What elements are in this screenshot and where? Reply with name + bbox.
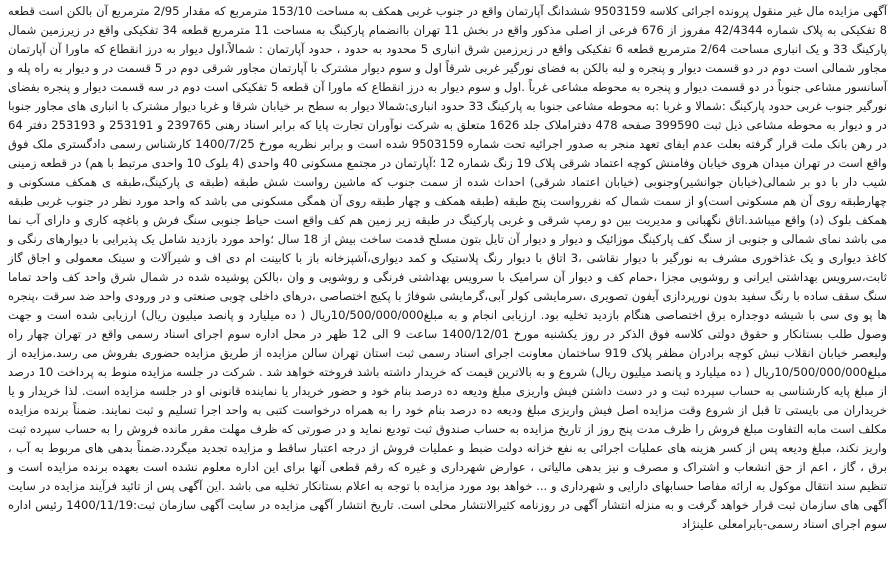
auction-notice-text: آگهی مزایده مال غیر منقول پرونده اجرائی کلاسه 9503159 ششدانگ آپارتمان واقع در جنوب غربی همکف به مساحت 153/10 مترمربع که مقدار 2/95 مترمربع آن بالکن است قطعه 8 تفکیکی به پلاک شماره 42/4344 مفروز از 676 فرعی از اصلی مذکور واقع در بخش 11 تهران باانضمام پارکینگ به مساحت 11 مترمربع قطعه 34 تفکیکی واقع در زیرزمین شمال پارکینگ 33 و یک انباری مساحت 2/64 مترمربع قطعه 6 تفکیکی واقع در زیرزمین شرق انباری 5 محدود به حدود ، حدود آپارتمان : شمالاً،اول دیوار به درز انقطاع که ماورا آن آپارتمان مجاور شمالی است دوم در دو قسمت دیوار و پنجره و لبه بالکن به فضای نورگیر غربی شرقاً اول و سوم دیوار مشترک با آپارتمان مجاور شرقی دوم در 5 قسمت در و دیوار به راه پله و آسانسور مشاعی جنوباً در دو قسمت دیوار و پنجره به محوطه مشاعی غرباً .اول و سوم دیوار به درز انقطاع که ماورا آن قطعه 5 تفکیکی است دوم در سه قسمت دیوار و پنجره بفضای نورگیر جنوب غربی حدود پارکینگ :شمالا و غربا :به محوطه مشاعی جنوبا به پارکینگ 33 حدود انباری:شمالا دیوار به سطح بر خیابان شرقا و غربا دیوار مشترک با انباری های مجاور جنوبا در و دیوار به محوطه مشاعی ذیل ثبت 399590 صفحه 478 دفتراملاک جلد 1626 متعلق به شرکت نوآوران تجارت پایا که برابر اسناد رهنی 239765 و 253191 و 253193 دفتر 64 در رهن بانک ملت قرار گرفته بعلت عدم ایفای تعهد منجر به صدور اجرائیه تحت شماره 9503159 شده است و برابر نظریه مورخ 1400/7/25 کارشناس رسمی دادگستری ملک فوق واقع است در تهران میدان هروی خیابان وفامنش کوچه اعتماد شرقی پلاک 19 زنگ شماره 12 ؛آپارتمان در مجتمع مسکونی 40 واحدی (4 بلوک 10 واحدی مرتبط با هم) در قطعه زمینی شیب دار با دو بر شمالی(خیابان جوانشیر)وجنوبی (خیابان اعتماد شرقی) احداث شده از سمت جنوب که ماشین رواست شش طبقه (طبقه ی پارکینگ،طبقه ی همکف مسکونی و چهارطبقه روی آن هم مسکونی است)و از سمت شمال که نفررواست پنج طبقه (طبقه همکف و چهار طبقه روی آن همگی مسکونی می باشد که واحد مورد نظر در جنوب غربی طبقه همکف بلوک (د) واقع میباشد.اتاق نگهبانی و مدیریت بین دو رمپ شرقی و غربی پارکینگ در طبقه زیر زمین هم کف واقع است حیاط جنوبی سنگ فرش و باغچه کاری و دارای آب نما می باشد نمای شمالی و جنوبی از سنگ کف پارکینگ موزائیک و دیوار و دیوار آن تایل بتون مسلح قدمت ساخت بیش از 18 سال ؛واحد مورد بازدید شامل یک پذیرایی با دیوارهای رنگی و کاغذ دیواری و یک غذاخوری مشرف به نورگیر با دیوار نقاشی ،3 اتاق با دیوار رنگ پلاستیک و کمد دیواری،آشپزخانه باز با کابینت ام دی اف و شیرآلات و سینک معمولی و اجاق گاز ثابت،سرویس بهداشتی ایرانی و روشویی مجزا ،حمام کف و دیوار آن سرامیک با سرویس بهداشتی فرنگی و روشویی و وان ،بالکن پوشیده شده در شمال شرق واحد کف واحد تماما سنگ سقف ساده با رنگ سفید بدون نورپردازی آیفون تصویری ،سرمایشی کولر آبی،گرمایشی شوفاژ با پکیج اختصاصی ،درهای داخلی چوبی صنعتی و در ورودی واحد ضد سرقت ،پنجره ها پو وی سی با شیشه دوجداره برق اختصاصی هنگام بازدید تخلیه بود. ارزیابی انجام و به مبلغ10/500/000/000ریال ( ده میلیارد و پانصد میلیون ریال) ارزیابی شده است و جهت وصول طلب بستانکار و حقوق دولتی کلاسه فوق الذکر در روز یکشنبه مورخ 1400/12/01 ساعت 9 الی 12 ظهر در محل اداره سوم اجرای اسناد رسمی واقع در تهران چهار راه ولیعصر خیابان انقلاب نبش کوچه برادران مظفر پلاک 919 ساختمان معاونت اجرای اسناد رسمی ثبت استان تهران سالن مزایده از طریق مزایده حضوری بفروش می رسد.مزایده از مبلغ10/500/000/000ریال ( ده میلیارد و پانصد میلیون ریال) شروع و به بالاترین قیمت که خریدار داشته باشد فروخته خواهد شد . شرکت در جلسه مزایده منوط به پرداخت 10 درصد از مبلغ پایه کارشناسی به حساب سپرده ثبت و در دست داشتن فیش واریزی مبلغ ودیعه ده درصد بنام خود و حضور خریدار یا نماینده قانونی او در جلسه مزایده است. لذا خریدار و یا خریداران می بایستی تا قبل از شروع وقت مزایده اصل فیش واریزی مبلغ ودیعه ده درصد بنام خود را به همراه درخواست کتبی به واحد اجرا تسلیم و ثبت نمایند. ضمناً برنده مزایده مکلف است مابه التفاوت مبلغ فروش را ظرف مدت پنج روز از تاریخ مزایده به حساب صندوق ثبت تودیع نماید و در صورتی که ظرف مهلت مقرر مانده فروش را به حساب سپرده ثبت واریز نکند، مبلغ ودیعه پس از کسر هزینه های عملیات اجرائی به نفع خزانه دولت ضبط و عملیات فروش از درجه اعتبار ساقط و مزایده تجدید میگردد.ضمناً بدهی های مربوط به آب ، برق ، گاز ، اعم از حق انشعاب و اشتراک و مصرف و نیز بدهی مالیاتی ، عوارض شهرداری و غیره که رقم قطعی آنها برای این اداره معلوم نشده است بعهده برنده مزایده است و تنظیم سند انتقال موکول به ارائه مفاصا حسابهای دارایی و شهرداری و ... خواهد بود مورد مزایده با توجه به اعلام بستانکار تخلیه می باشد .این آگهی پس از تائید فرآیند مزایده در سایت آگهی های سازمان ثبت قرار خواهد گرفت و به منزله انتشار آگهی در روزنامه کثیرالانتشار محلی است. تاریخ انتشار آگهی مزایده در سایت آگهی سازمان ثبت:1400/11/19 رئیس اداره سوم اجرای اسناد رسمی-بابرامعلی علینژاد [8, 4, 888, 531]
